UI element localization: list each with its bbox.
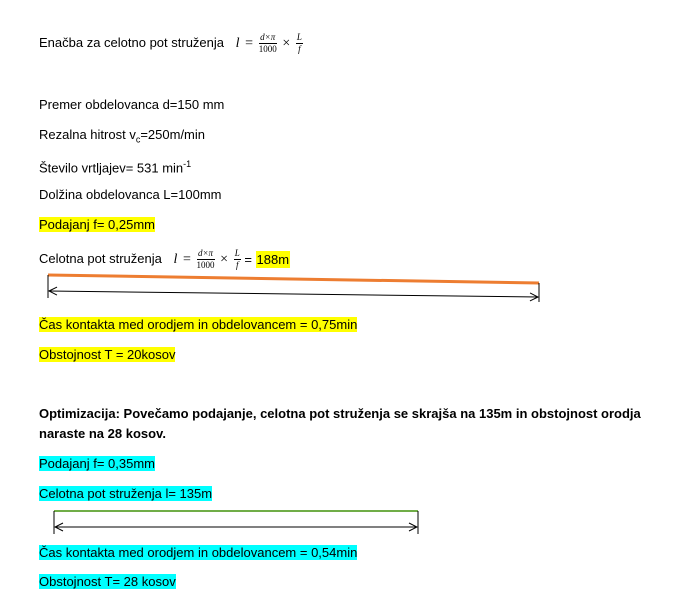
param-length: Dolžina obdelovanca L=100mm [39,187,222,202]
formula-den-2: f [298,44,301,54]
path-lhs: l [173,252,178,267]
path-equals-1: = [183,252,191,267]
opt-path: Celotna pot struženja l= 135m [39,486,213,501]
formula-times: × [282,36,291,51]
speed-suffix: =250m/min [140,127,205,142]
contact-time: Čas kontakta med orodjem in obdelovancem = 0,75min [39,317,358,332]
formula-num-1: d×π [260,32,276,42]
opt-path-line [39,485,212,502]
feed-highlight: Podajanj f= 0,25mm [39,217,155,232]
rpm-prefix: Število vrtljajev= 531 min [39,160,184,176]
opt-feed: Podajanj f= 0,35mm [39,456,155,471]
path-num-2: L [234,248,240,258]
speed-sub: c [135,134,141,145]
formula-den-1: 1000 [258,44,277,54]
path-result: 188m [256,252,290,267]
optimization-line-1: Optimizacija: Povečamo podajanje, celotna pot struženja se skrajša na 135m in obstojnost orodja [39,406,641,421]
contact-time-line [39,316,357,333]
opt-tool-life-line [39,573,176,590]
rpm-sup: -1 [183,159,192,169]
path-arrow [49,291,538,297]
path-den-1: 1000 [196,260,215,270]
path-den-2: f [235,260,239,270]
path-times: × [220,252,229,267]
formula-lhs: l [235,36,240,51]
opt-contact-time: Čas kontakta med orodjem in obdelovancem = 0,54min [39,545,358,560]
orange-path-line [48,275,539,283]
opt-tool-life: Obstojnost T= 28 kosov [39,574,176,589]
opt-contact-time-line [39,544,357,561]
tool-life-line [39,346,175,363]
formula-num-2: L [296,32,302,42]
param-diameter: Premer obdelovanca d=150 mm [39,97,225,112]
optimization-line-2: naraste na 28 kosov. [39,426,166,441]
speed-prefix: Rezalna hitrost v [39,127,136,142]
opt-feed-line [39,455,155,472]
formula-title: Enačba za celotno pot struženja [39,34,225,50]
tool-life: Obstojnost T = 20kosov [39,347,176,362]
path-equals-2: = [244,252,252,267]
path-num-1: d×π [197,248,214,258]
path-label: Celotna pot struženja [39,250,162,266]
formula-equals: = [245,36,254,51]
